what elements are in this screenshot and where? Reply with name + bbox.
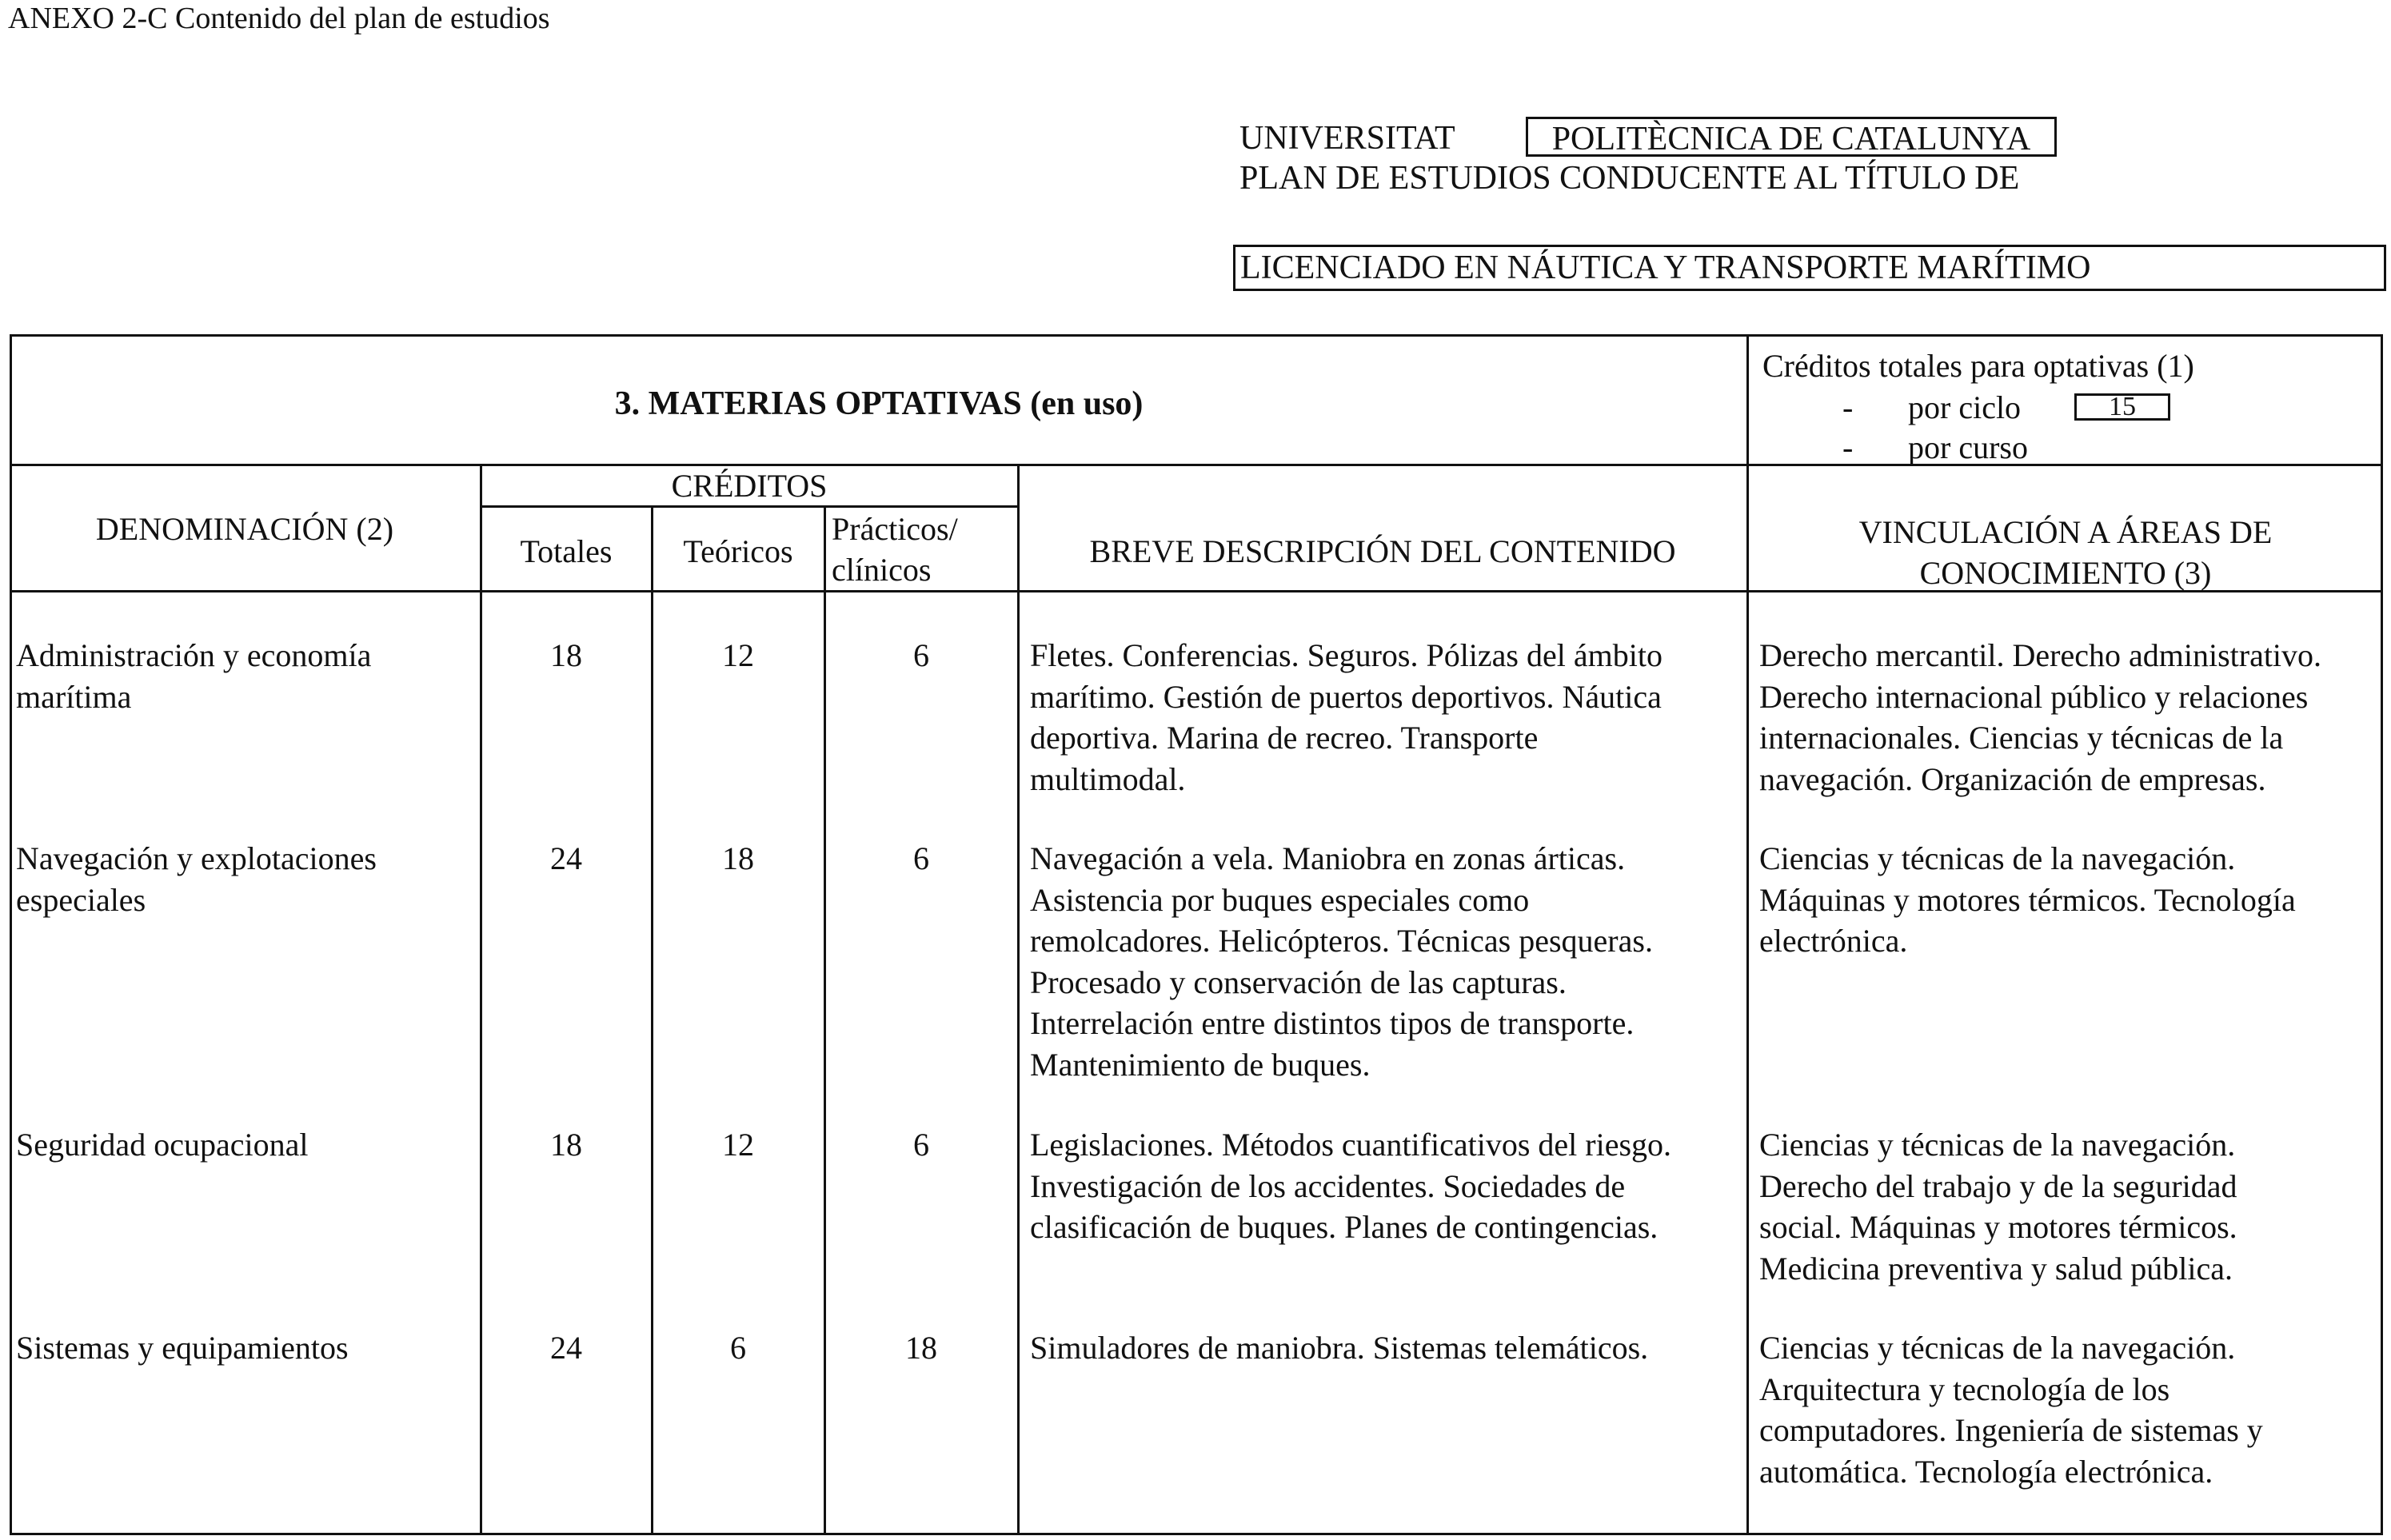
row-theoretical: 6 <box>730 1330 746 1366</box>
theoretical-header: Teóricos <box>683 533 793 569</box>
description-line: Investigación de los accidentes. Sociedades de <box>1030 1167 1626 1204</box>
row-description <box>1030 635 1663 800</box>
annex-title: ANEXO 2-C Contenido del plan de estudios <box>8 2 550 35</box>
row-areas <box>1759 635 2321 800</box>
areas-line: internacionales. Ciencias y técnicas de la <box>1759 720 2284 756</box>
denomination-column-divider <box>480 464 482 1535</box>
description-line: clasificación de buques. Planes de contingencias. <box>1030 1209 1659 1245</box>
description-line: Navegación a vela. Maniobra en zonas árticas. <box>1030 840 1626 876</box>
university-label: UNIVERSITAT <box>1239 120 1455 157</box>
table-row-name <box>16 838 377 920</box>
row-totals: 18 <box>550 637 582 673</box>
areas-line: automática. Tecnología electrónica. <box>1759 1453 2213 1490</box>
credits-header: CRÉDITOS <box>671 468 828 504</box>
plan-label: PLAN DE ESTUDIOS CONDUCENTE AL TÍTULO DE <box>1239 160 2020 197</box>
row-totals: 24 <box>550 1330 582 1366</box>
per-course-dash: - <box>1842 429 1854 465</box>
areas-line: computadores. Ingeniería de sistemas y <box>1759 1412 2263 1448</box>
description-line: deportiva. Marina de recreo. Transporte <box>1030 720 1539 756</box>
areas-line: Ciencias y técnicas de la navegación. <box>1759 1127 2236 1163</box>
per-course-label: por curso <box>1908 429 2028 465</box>
row-totals: 18 <box>550 1127 582 1163</box>
description-column-divider <box>1017 464 1020 1535</box>
description-line: Legislaciones. Métodos cuantificativos del riesgo. <box>1030 1127 1672 1163</box>
row-practical: 6 <box>913 1127 929 1163</box>
practical-header-line1: Prácticos/ <box>832 511 958 547</box>
row-theoretical: 12 <box>722 637 754 673</box>
description-line: marítimo. Gestión de puertos deportivos. Náutica <box>1030 678 1662 715</box>
row-name-line: Sistemas y equipamientos <box>16 1330 349 1366</box>
section-title: 3. MATERIAS OPTATIVAS (en uso) <box>614 385 1144 422</box>
areas-line: Ciencias y técnicas de la navegación. <box>1759 840 2236 876</box>
row-areas <box>1759 1327 2263 1492</box>
row-practical: 6 <box>913 637 929 673</box>
row-practical: 18 <box>905 1330 937 1366</box>
row-areas <box>1759 1124 2237 1289</box>
per-cycle-dash: - <box>1842 389 1854 425</box>
areas-line: electrónica. <box>1759 923 1908 959</box>
university-name: POLITÈCNICA DE CATALUNYA <box>1526 117 2057 157</box>
row-description <box>1030 1124 1671 1248</box>
row-areas <box>1759 838 2296 962</box>
description-line: Procesado y conservación de las capturas. <box>1030 963 1567 1000</box>
row-totals: 24 <box>550 840 582 876</box>
areas-line: Máquinas y motores térmicos. Tecnología <box>1759 881 2296 918</box>
row-theoretical: 18 <box>722 840 754 876</box>
row-name-line: especiales <box>16 881 146 918</box>
areas-line: Arquitectura y tecnología de los <box>1759 1370 2170 1407</box>
row-description <box>1030 1327 1648 1369</box>
areas-line: navegación. Organización de empresas. <box>1759 760 2266 797</box>
table-row-name <box>16 1327 349 1369</box>
description-header: BREVE DESCRIPCIÓN DEL CONTENIDO <box>1089 533 1676 569</box>
row-name-line: Administración y economía <box>16 637 372 673</box>
row-theoretical: 12 <box>722 1127 754 1163</box>
row-name-line: marítima <box>16 678 132 715</box>
description-line: multimodal. <box>1030 760 1186 797</box>
areas-line: Derecho del trabajo y de la seguridad <box>1759 1167 2237 1204</box>
description-line: Simuladores de maniobra. Sistemas telemáticos. <box>1030 1330 1649 1366</box>
areas-line: Derecho mercantil. Derecho administrativo. <box>1759 637 2322 673</box>
practical-header-line2: clínicos <box>832 552 932 588</box>
areas-line: Medicina preventiva y salud pública. <box>1759 1250 2233 1287</box>
areas-line: Derecho internacional público y relaciones <box>1759 678 2309 715</box>
description-line: Mantenimiento de buques. <box>1030 1046 1371 1083</box>
row-name-line: Navegación y explotaciones <box>16 840 377 876</box>
description-line: Fletes. Conferencias. Seguros. Pólizas del ámbito <box>1030 637 1663 673</box>
description-line: Interrelación entre distintos tipos de transporte. <box>1030 1005 1635 1041</box>
row-description <box>1030 838 1653 1085</box>
description-line: remolcadores. Helicópteros. Técnicas pesqueras. <box>1030 923 1653 959</box>
row-name-line: Seguridad ocupacional <box>16 1127 309 1163</box>
areas-line: Ciencias y técnicas de la navegación. <box>1759 1330 2236 1366</box>
table-row-name <box>16 635 371 717</box>
denomination-header: DENOMINACIÓN (2) <box>95 511 394 547</box>
per-cycle-value: 15 <box>2074 393 2170 421</box>
row-practical: 6 <box>913 840 929 876</box>
areas-header <box>1748 512 2383 593</box>
degree-title: LICENCIADO EN NÁUTICA Y TRANSPORTE MARÍTIMO <box>1233 245 2386 291</box>
per-cycle-label: por ciclo <box>1908 389 2022 425</box>
areas-header-line1: VINCULACIÓN A ÁREAS DE <box>1858 514 2273 550</box>
description-line: Asistencia por buques especiales como <box>1030 881 1530 918</box>
optional-credits-label: Créditos totales para optativas (1) <box>1762 348 2194 384</box>
totals-header: Totales <box>520 533 613 569</box>
practical-header <box>832 509 1017 590</box>
table-row-name <box>16 1124 308 1166</box>
areas-header-line2: CONOCIMIENTO (3) <box>1919 555 2212 591</box>
areas-line: social. Máquinas y motores térmicos. <box>1759 1209 2237 1245</box>
